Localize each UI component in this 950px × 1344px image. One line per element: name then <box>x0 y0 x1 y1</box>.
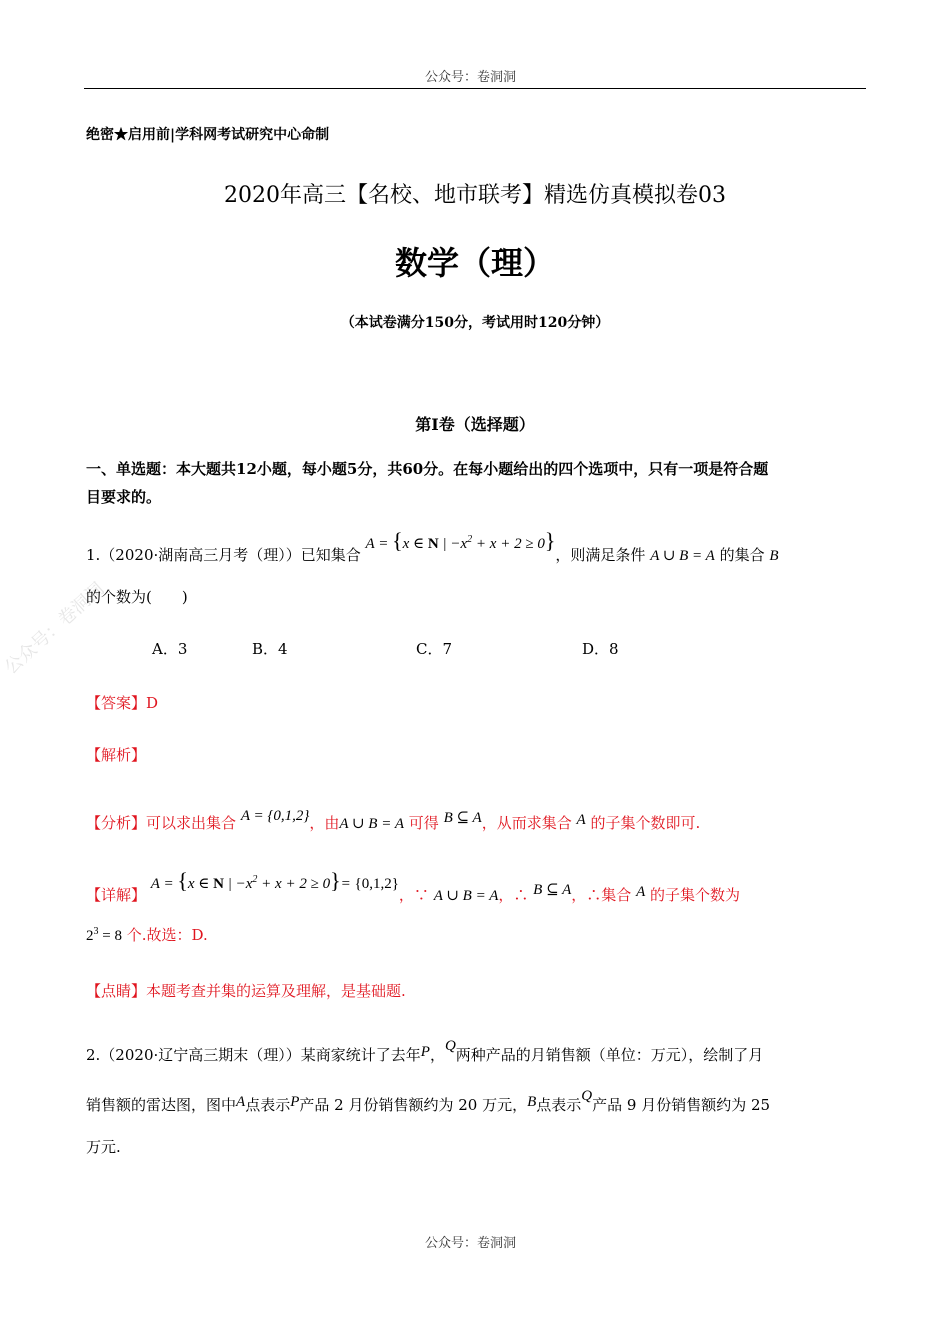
q1-fenxi-t2: ，由 <box>309 814 340 832</box>
part-title: 第Ⅰ卷（选择题） <box>415 415 535 434</box>
q1-option-d: D．8 <box>582 640 619 658</box>
q1-xiangjie-a: A <box>636 884 646 900</box>
q1-xiangjie <box>86 868 741 906</box>
q1-fenxi-t4: ，从而求集合 <box>481 814 572 832</box>
q1-dianjing: 【点睛】本题考查并集的运算及理解，是基础题. <box>86 982 406 1000</box>
q1-fenxi-subset: B ⊆ A <box>443 810 482 826</box>
q2-l2b: 点表示 <box>245 1096 291 1114</box>
q1-answer: 【答案】D <box>86 694 159 712</box>
q2-l1c: 两种产品的月销售额（单位：万元），绘制了月 <box>455 1046 764 1064</box>
q2-l2c: 产品 2 月份销售额约为 20 万元， <box>299 1096 528 1114</box>
q2-l1a: 2.（2020·辽宁高三期末（理））某商家统计了去年 <box>86 1046 421 1064</box>
q1-prefix: 1.（2020·湖南高三月考（理））已知集合 <box>86 546 361 564</box>
paper-title: 2020年高三【名校、地市联考】精选仿真模拟卷03 <box>224 183 726 208</box>
q1-fenxi-t5: 的子集个数即可. <box>590 814 701 832</box>
exam-info: （本试卷满分150分，考试用时120分钟） <box>340 315 610 331</box>
q1-stem-line2: 的个数为( ) <box>86 588 188 606</box>
q2-q2: Q <box>581 1088 593 1104</box>
q1-power-formula: $2^3 = 8$ <box>86 926 122 944</box>
q1-suffix: 的集合 <box>719 546 765 564</box>
q2-point-a: A <box>236 1094 246 1110</box>
header-rule <box>84 88 866 89</box>
subject-title: 数学（理） <box>394 244 555 282</box>
page-header: 公众号：卷洞洞 <box>425 70 517 85</box>
q1-fenxi-t3: 可得 <box>408 814 439 832</box>
section-heading-line1: 一、单选题：本大题共12小题，每小题5分，共60分。在每小题给出的四个选项中，只有一项是符合题 <box>86 460 769 478</box>
q2-line2 <box>86 1088 771 1115</box>
secret-line: 绝密★启用前|学科网考试研究中心命制 <box>86 127 330 143</box>
q2-l2e: 产品 9 月份销售额约为 25 <box>592 1096 771 1114</box>
q2-l1b: ， <box>429 1046 445 1064</box>
q1-fenxi <box>86 808 701 833</box>
page-footer: 公众号：卷洞洞 <box>425 1236 517 1251</box>
q1-xiangjie-t4: 的子集个数为 <box>650 886 741 904</box>
section-heading-line2: 目要求的。 <box>86 488 162 506</box>
q1-fenxi-set-a: A = {0,1,2} <box>240 808 310 824</box>
q1-xiangjie-t5: 个.故选：D. <box>126 926 208 944</box>
q1-xiangjie-union: A ∪ B = A <box>433 888 499 904</box>
watermark: 公众号：卷洞洞 <box>0 578 109 679</box>
q2-point-b: B <box>527 1094 537 1110</box>
q2-line3: 万元. <box>86 1138 121 1156</box>
q1-xiangjie-t2: ，∴ <box>498 886 529 904</box>
q1-fenxi-t1: 可以求出集合 <box>146 814 237 832</box>
q1-fenxi-label: 【分析】 <box>86 814 147 832</box>
q2-line1 <box>86 1038 764 1065</box>
q1-xiangjie-formula: A = {x ∈ N | $-x^2 + x + 2 \ge 0\}= \{0,1,2\}$ <box>150 868 399 893</box>
q2-l2d: 点表示 <box>536 1096 582 1114</box>
q1-xiangjie-line2 <box>86 924 208 945</box>
q1-stem-line1 <box>86 528 779 566</box>
q1-set-b: B <box>769 548 779 564</box>
q1-option-c: C．7 <box>416 640 453 658</box>
q1-option-a: A．3 <box>152 640 188 658</box>
q2-q: Q <box>444 1038 456 1054</box>
q1-xiangjie-t1: ，∵ <box>398 886 429 904</box>
q1-xiangjie-t3: ，∴集合 <box>571 886 632 904</box>
q1-union-formula: A ∪ B = A <box>650 548 715 564</box>
q1-xiangjie-subset: B ⊆ A <box>533 882 572 898</box>
q2-p2: P <box>290 1094 300 1110</box>
q1-fenxi-union: A ∪ B = A <box>339 816 404 832</box>
q1-analysis-label: 【解析】 <box>86 746 147 764</box>
q2-l2a: 销售额的雷达图，图中 <box>86 1096 237 1114</box>
q1-fenxi-a: A <box>576 812 586 828</box>
q1-mid: ，则满足条件 <box>555 546 646 564</box>
q1-xiangjie-label: 【详解】 <box>86 886 147 904</box>
q1-option-b: B．4 <box>252 640 288 658</box>
q1-set-a-formula: A = {x ∈ N | $-x^2 + x + 2 \ge 0$} <box>365 528 556 553</box>
q2-p: P <box>420 1044 430 1060</box>
